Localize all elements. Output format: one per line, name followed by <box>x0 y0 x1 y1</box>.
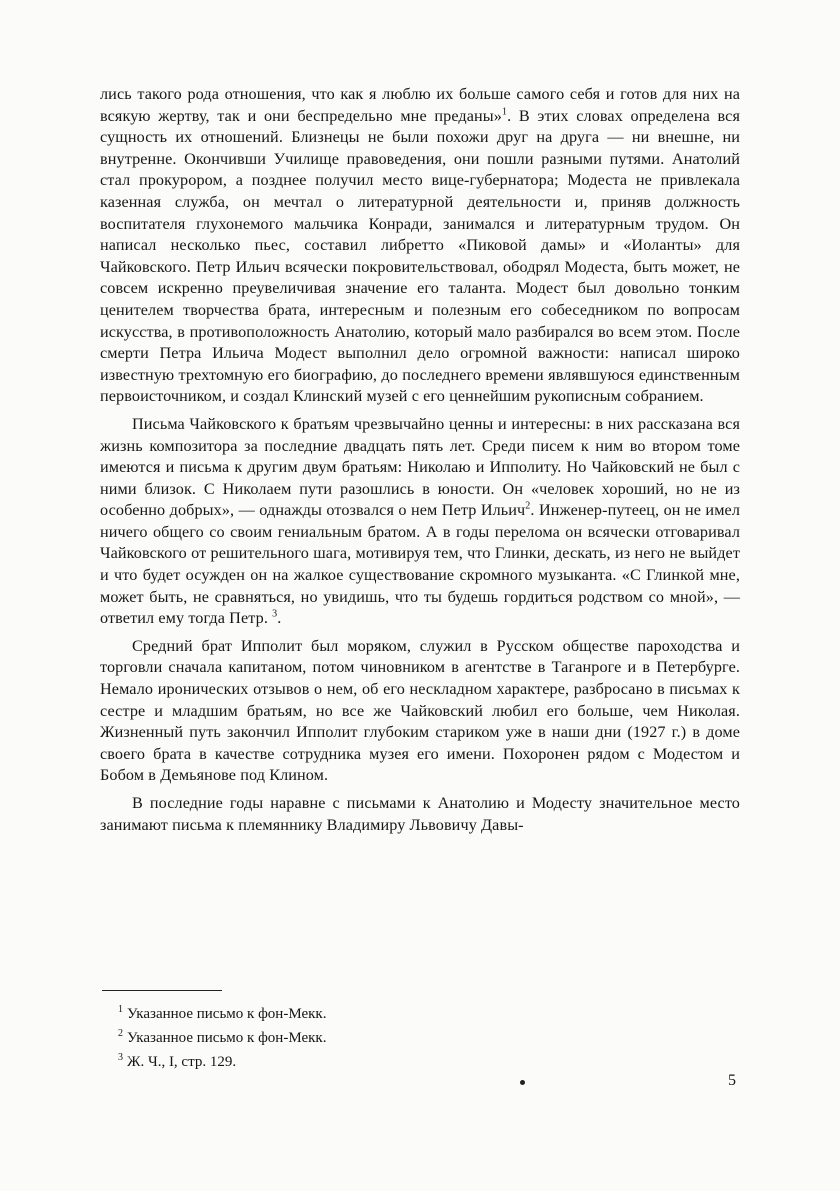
printing-dot <box>520 1080 525 1085</box>
footnote-mark: 3 <box>118 1052 123 1063</box>
footnote-3 <box>118 1048 518 1072</box>
paragraph-1: лись такого рода отношения, что как я люблю их больше самого себя и готов для них на всякую жертву, так и они беспредельно мне преданы»$^1$. В этих словах определена вся сущность их отношений. Близнецы не были похожи друг на друга — ни внешне, ни внутренне. Окончивши Училище правоведения, они пошли разными путями. Анатолий стал прокурором, а позднее получил место вице-губернатора; Модеста не привлекала казенная служба, он мечтал о литературной деятельности и, приняв должность воспитателя глухонемого мальчика Конради, занимался и литературным трудом. Он написал несколько пьес, составил либретто «Пиковой дамы» и «Иоланты» для Чайковского. Петр Ильич всячески покровительствовал, ободрял Модеста, быть может, не совсем искренно преувеличивая значение его таланта. Модест был довольно тонким ценителем творчества брата, интересным и полезным его собеседником по вопросам искусства, в противоположность Анатолию, который мало разбирался во всем этом. После смерти Петра Ильича Модест выполнил дело огромной важности: написал широко известную трехтомную его биографию, до последнего времени являвшуюся единственным первоисточником, и создал Клинский музей с его ценнейшим рукописным собранием. <box>100 85 741 406</box>
footnote-ref-2[interactable]: 2 <box>525 500 531 512</box>
footnotes <box>118 1000 518 1072</box>
footnote-1 <box>118 1000 518 1024</box>
paragraph-4: В последние годы наравне с письмами к Анатолию и Модесту значительное место занимают письма к племяннику Владимиру Львовичу Давы- <box>100 794 740 834</box>
footnote-text: Указанное письмо к фон-Мекк. <box>127 1006 327 1022</box>
footnote-2 <box>118 1024 518 1048</box>
footnote-mark: 2 <box>118 1028 123 1039</box>
paragraph-3: Средний брат Ипполит был моряком, служил в Русском обществе пароходства и торговли сначала капитаном, потом чиновником в агентстве в Таганроге и в Петербурге. Немало иронических отзывов о нем, об его нескладном характере, разбросано в письмах к сестре и младшим братьям, но все же Чайковский любил его больше, чем Николая. Жизненный путь закончил Ипполит глубоким стариком уже в наши дни (1927 г.) в доме своего брата в качестве сотрудника музея его имени. Похоронен рядом с Модестом и Бобом в Демьянове под Клином. <box>100 636 740 785</box>
footnote-mark: 1 <box>118 1004 123 1015</box>
footnote-ref-3[interactable]: 3 <box>272 608 278 620</box>
footnote-text: Указанное письмо к фон-Мекк. <box>127 1030 327 1046</box>
page-number: 5 <box>728 1072 736 1089</box>
main-text <box>100 84 740 836</box>
footnote-ref-1[interactable]: 1 <box>501 106 508 118</box>
footnote-divider <box>102 990 222 991</box>
paragraph-2: Письма Чайковского к братьям чрезвычайно ценны и интересны: в них рассказана вся жизнь композитора за последние двадцать пять лет. Среди писем к ним во втором томе имеются и письма к другим двум братьям: Николаю и Ипполиту. Но Чайковский не был с ними близок. С Николаем пути разошлись в юности. Он «человек хороший, но не из особенно добрых», — однажды отозвался о нем Петр Ильич$^2$. Инженер-путеец, он не имел ничего общего со своим гениальным братом. А в годы перелома он всячески отговаривал Чайковского от решительного шага, мотивируя тем, что Глинки, дескать, из него не выйдет и что будет осужден он на жалкое существование скромного музыканта. «С Глинкой мне, может быть, не сравняться, но увидишь, что ты будешь гордиться родством со мной», — ответил ему тогда Петр. $^3$. <box>100 414 741 628</box>
footnote-text: Ж. Ч., I, стр. 129. <box>127 1054 237 1070</box>
